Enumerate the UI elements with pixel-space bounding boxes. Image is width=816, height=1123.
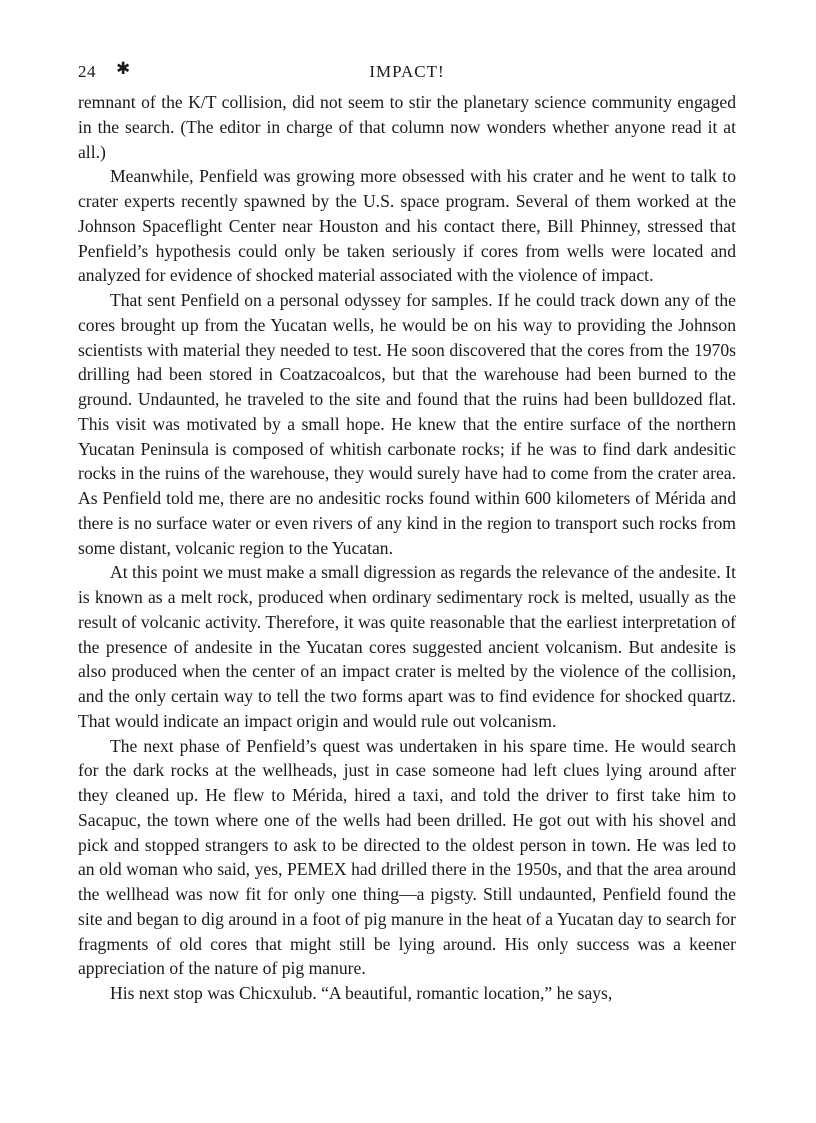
paragraph: remnant of the K/T collision, did not seem to stir the planetary science community engaged in the search. (The editor in charge of that column now wonders whether anyone read it at all.) [78,92,736,162]
paragraph: Meanwhile, Penfield was growing more obsessed with his crater and he went to talk to crater experts recently spawned by the U.S. space program. Several of them worked at the Johnson Spaceflight Center near Houston and his contact there, Bill Phinney, stressed that Penfield’s hypothesis could only be taken seriously if cores from wells were located and analyzed for evidence of shocked material associated with the violence of impact. [78,166,736,286]
running-head [78,56,736,90]
book-page [78,56,736,1006]
paragraph: The next phase of Penfield’s quest was undertaken in his spare time. He would search for the dark rocks at the wellheads, just in case someone had left clues lying around after they cleaned up. He flew to Mérida, hired a taxi, and told the driver to first take him to Sacapuc, the town where one of the wells had been drilled. He got out with his shovel and pick and stopped strangers to ask to be directed to the oldest person in town. He was led to an old woman who said, yes, PEMEX had drilled there in the 1950s, and that the area around the wellhead was now fit for only one thing—a pigsty. Still undaunted, Penfield found the site and began to dig around in a foot of pig manure in the heat of a Yucatan day to search for fragments of old cores that might still be lying around. His only success was a keener appreciation of the nature of pig manure. [78,735,736,979]
paragraph: That sent Penfield on a personal odyssey for samples. If he could track down any of the cores brought up from the Yucatan wells, he would be on his way to providing the Johnson scientists with material they needed to test. He soon discovered that the cores from the 1970s drilling had been stored in Coatzacoalcos, but that the warehouse had been burned to the ground. Undaunted, he traveled to the site and found that the ruins had been bulldozed flat. This visit was motivated by a small hope. He knew that the entire surface of the northern Yucatan Peninsula is composed of whitish carbonate rocks; if he was to find dark andesitic rocks in the ruins of the warehouse, they would surely have had to come from the crater area. As Penfield told me, there are no andesitic rocks found within 600 kilometers of Mérida and there is no surface water or even rivers of any kind in the region to transport such rocks from some distant, volcanic region to the Yucatan. [78,290,736,558]
page-number: 24 [78,62,96,81]
paragraph: His next stop was Chicxulub. “A beautiful, romantic location,” he says, [110,983,613,1003]
running-title: IMPACT! [369,62,445,81]
body-text [78,90,736,1006]
asterisk-ornament-icon: ✱ [116,59,131,78]
paragraph: At this point we must make a small digression as regards the relevance of the andesite. It is known as a melt rock, produced when ordinary sedimentary rock is melted, usually as the result of volcanic activity. Therefore, it was quite reasonable that the earliest interpretation of the presence of andesite in the Yucatan cores suggested ancient volcanism. But andesite is also produced when the center of an impact crater is melted by the violence of the collision, and the only certain way to tell the two forms apart was to find evidence for shocked quartz. That would indicate an impact origin and would rule out volcanism. [78,562,736,731]
